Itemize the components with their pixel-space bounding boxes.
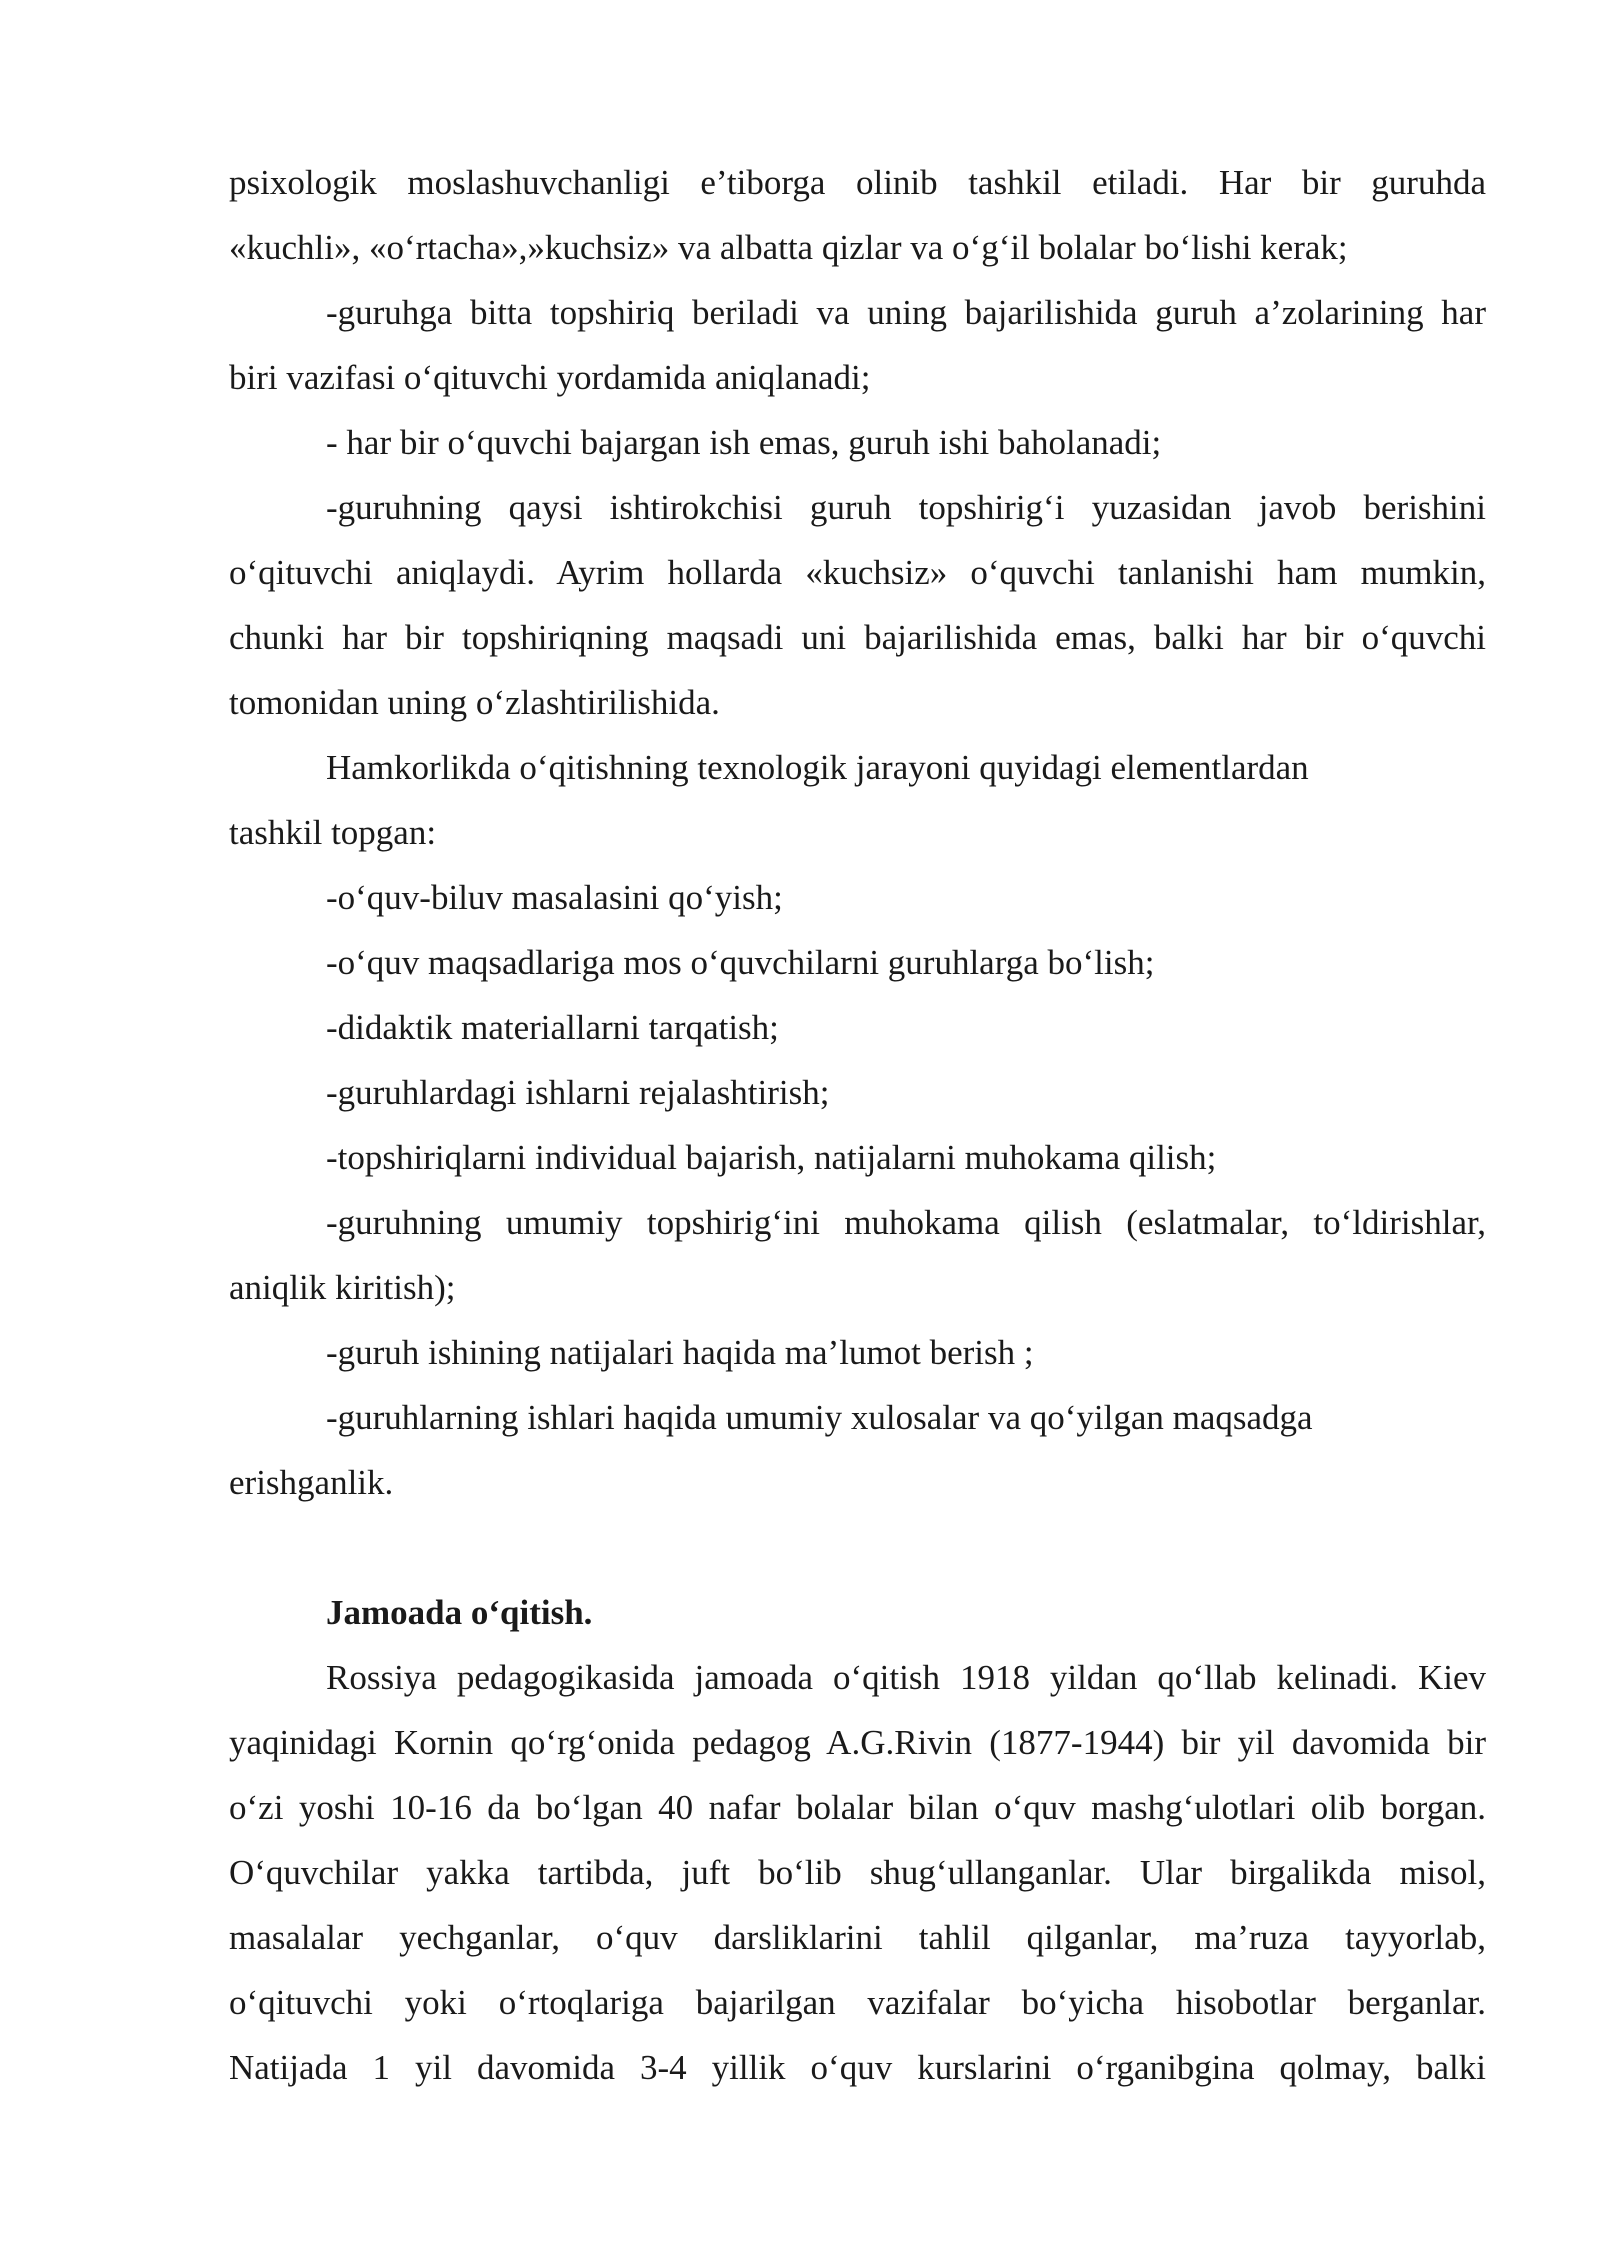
text-line: -guruhga bitta topshiriq beriladi va uning bajarilishida guruh a’zolarining har: [326, 293, 1486, 332]
text-line: o‘qituvchi yoki o‘rtoqlariga bajarilgan vazifalar bo‘yicha hisobotlar berganlar.: [229, 1983, 1486, 2022]
text-line: «kuchli», «o‘rtacha»,»kuchsiz» va albatta qizlar va o‘g‘il bolalar bo‘lishi kerak;: [229, 228, 1348, 267]
text-line: o‘zi yoshi 10-16 da bo‘lgan 40 nafar bolalar bilan o‘quv mashg‘ulotlari olib borgan.: [229, 1788, 1486, 1827]
text-line: -guruhning qaysi ishtirokchisi guruh topshirig‘i yuzasidan javob berishini: [326, 488, 1486, 527]
text-line: Rossiya pedagogikasida jamoada o‘qitish 1918 yildan qo‘llab kelinadi. Kiev: [326, 1658, 1486, 1697]
text-line: tashkil topgan:: [229, 813, 437, 852]
list-item: -guruhning umumiy topshirig‘ini muhokama qilish (eslatmalar, to‘ldirishlar,: [326, 1203, 1486, 1242]
text-line: yaqinidagi Kornin qo‘rg‘onida pedagog A.G.Rivin (1877-1944) bir yil davomida bir: [229, 1723, 1486, 1762]
text-line: masalalar yechganlar, o‘quv darsliklarini tahlil qilganlar, ma’ruza tayyorlab,: [229, 1918, 1486, 1957]
list-item: -o‘quv-biluv masalasini qo‘yish;: [326, 878, 783, 917]
document-page: [229, 150, 1486, 2100]
text-line: chunki har bir topshiriqning maqsadi uni bajarilishida emas, balki har bir o‘quvchi: [229, 618, 1486, 657]
section-heading: Jamoada o‘qitish.: [326, 1593, 593, 1632]
list-item: -guruhlardagi ishlarni rejalashtirish;: [326, 1073, 830, 1112]
text-line: psixologik moslashuvchanligi e’tiborga olinib tashkil etiladi. Har bir guruhda: [229, 163, 1486, 202]
text-line: tomonidan uning o‘zlashtirilishida.: [229, 683, 720, 722]
text-line: O‘quvchilar yakka tartibda, juft bo‘lib shug‘ullanganlar. Ular birgalikda misol,: [229, 1853, 1486, 1892]
list-item-continuation: erishganlik.: [229, 1463, 394, 1502]
blank-line: [229, 1515, 1486, 1580]
list-item: -guruhlarning ishlari haqida umumiy xulosalar va qo‘yilgan maqsadga: [326, 1398, 1313, 1437]
list-item: -topshiriqlarni individual bajarish, natijalarni muhokama qilish;: [326, 1138, 1217, 1177]
text-line: Natijada 1 yil davomida 3-4 yillik o‘quv kurslarini o‘rganibgina qolmay, balki: [229, 2048, 1486, 2087]
list-item-continuation: aniqlik kiritish);: [229, 1268, 456, 1307]
text-line: Hamkorlikda o‘qitishning texnologik jarayoni quyidagi elementlardan: [326, 748, 1309, 787]
list-item: -guruh ishining natijalari haqida ma’lumot berish ;: [326, 1333, 1034, 1372]
text-line: biri vazifasi o‘qituvchi yordamida aniqlanadi;: [229, 358, 871, 397]
list-item: -didaktik materiallarni tarqatish;: [326, 1008, 779, 1047]
text-line: o‘qituvchi aniqlaydi. Ayrim hollarda «kuchsiz» o‘quvchi tanlanishi ham mumkin,: [229, 553, 1486, 592]
text-line: - har bir o‘quvchi bajargan ish emas, guruh ishi baholanadi;: [326, 423, 1162, 462]
list-item: -o‘quv maqsadlariga mos o‘quvchilarni guruhlarga bo‘lish;: [326, 943, 1155, 982]
